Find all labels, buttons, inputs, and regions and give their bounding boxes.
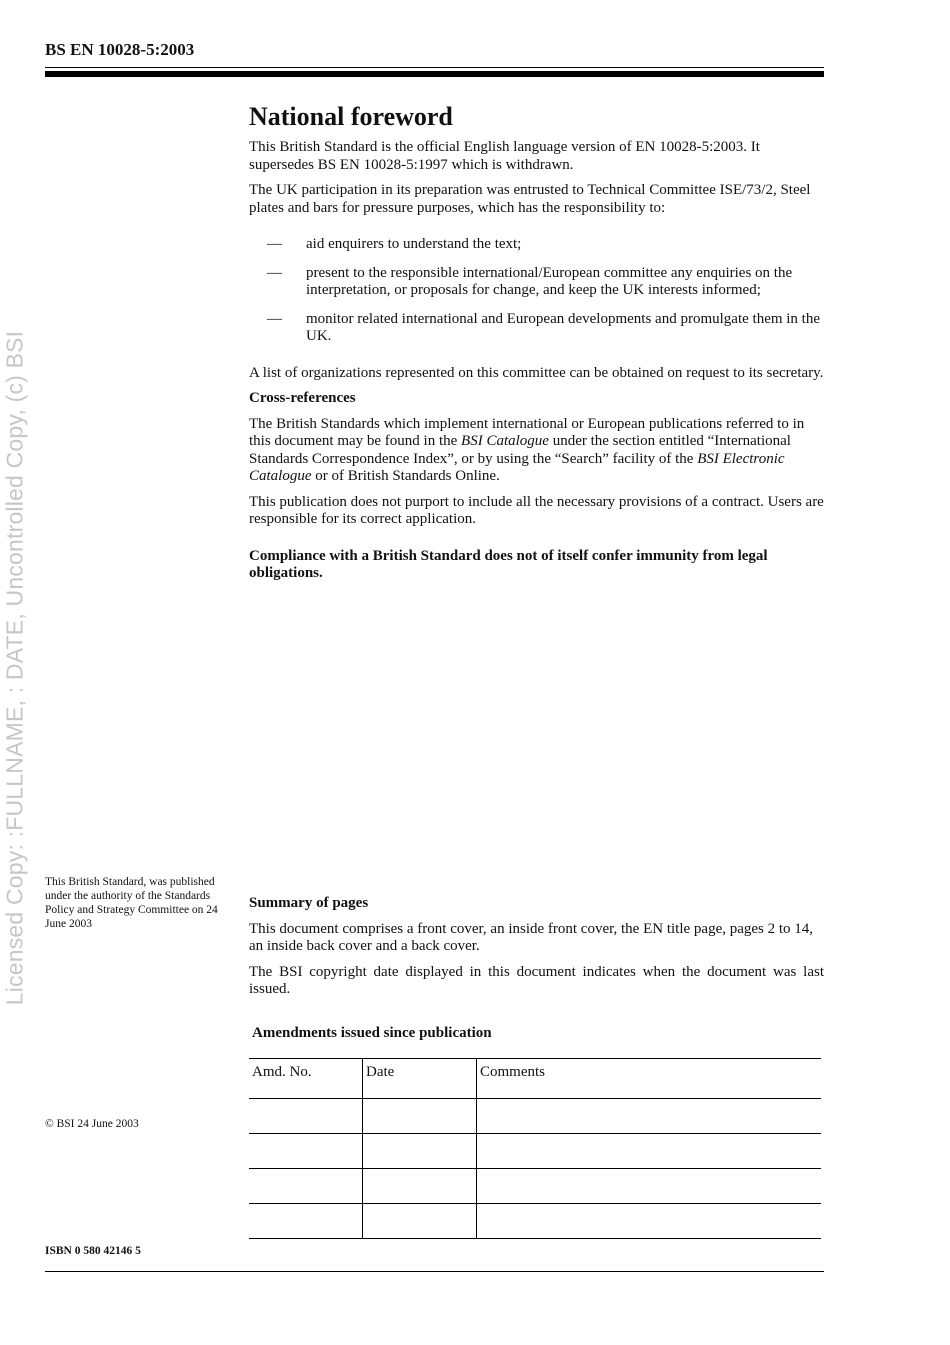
amendments-title: Amendments issued since publication <box>252 1025 492 1041</box>
foreword-paragraph-3: A list of organizations represented on this committee can be obtained on request to its secretary. <box>249 364 824 381</box>
national-foreword <box>249 101 824 591</box>
table-cell <box>477 1169 822 1204</box>
column-header-date: Date <box>363 1059 477 1099</box>
list-item-text: aid enquirers to understand the text; <box>306 236 522 252</box>
table-row <box>249 1134 821 1169</box>
cross-references-paragraph <box>249 416 824 486</box>
footer-rule <box>45 1271 824 1272</box>
foreword-paragraph-4: This publication does not purport to include all the necessary provisions of a contract. Users are responsible for its correct application. <box>249 493 824 527</box>
table-row <box>249 1099 821 1134</box>
cross-ref-text-1: The British Standards which implement international or European publications referred to in this document may be found in the <box>249 415 805 449</box>
column-header-comments: Comments <box>477 1059 822 1099</box>
isbn: ISBN 0 580 42146 5 <box>45 1245 141 1257</box>
foreword-paragraph-1: This British Standard is the official English language version of EN 10028-5:2003. It supersedes BS EN 10028-5:1997 which is withdrawn. <box>249 139 760 173</box>
cross-ref-text-3: or of British Standards Online. <box>311 468 500 484</box>
table-header-row <box>249 1059 821 1099</box>
cross-references-heading: Cross-references <box>249 390 356 406</box>
header-rule-thick <box>45 71 824 77</box>
foreword-paragraph-2: The UK participation in its preparation was entrusted to Technical Committee ISE/73/2, Steel plates and bars for pressure purposes, which has the responsibility to: <box>249 182 811 216</box>
table-cell <box>363 1169 477 1204</box>
table-row <box>249 1204 821 1239</box>
bsi-electronic-catalogue-title: BSI Electronic Catalogue <box>249 450 785 484</box>
column-header-amd-no: Amd. No. <box>249 1059 363 1099</box>
table-cell <box>249 1134 363 1169</box>
list-item <box>249 265 824 300</box>
table-cell <box>249 1099 363 1134</box>
bsi-catalogue-title: BSI Catalogue <box>461 433 549 449</box>
bullet-dash: — <box>267 236 282 252</box>
table-cell <box>363 1204 477 1239</box>
header-rule-thin <box>45 67 824 68</box>
amendments-table <box>249 1058 821 1239</box>
bullet-dash: — <box>267 264 282 281</box>
summary-heading: Summary of pages <box>249 895 369 911</box>
list-item <box>249 311 824 346</box>
table-cell <box>477 1134 822 1169</box>
document-code: BS EN 10028-5:2003 <box>45 40 195 59</box>
table-row <box>249 1169 821 1204</box>
list-item-text: monitor related international and European developments and promulgate them in the UK. <box>306 310 821 344</box>
compliance-statement: Compliance with a British Standard does not of itself confer immunity from legal obligations. <box>249 547 768 581</box>
table-cell <box>249 1169 363 1204</box>
summary-paragraph-2: The BSI copyright date displayed in this document indicates when the document was last issued. <box>249 963 824 997</box>
list-item <box>249 236 824 254</box>
bullet-dash: — <box>267 310 282 327</box>
copyright-notice: © BSI 24 June 2003 <box>45 1118 139 1130</box>
summary-paragraph-1: This document comprises a front cover, an inside front cover, the EN title page, pages 2 to 14, an inside back cover and a back cover. <box>249 920 814 954</box>
table-cell <box>477 1099 822 1134</box>
summary-of-pages <box>249 895 824 1007</box>
table-cell <box>477 1204 822 1239</box>
page-title: National foreword <box>249 102 453 131</box>
list-item-text: present to the responsible international/European committee any enquiries on the interpretation, or proposals for change, and keep the UK interests informed; <box>306 264 793 298</box>
cross-ref-text-2: under the section entitled “International Standards Correspondence Index”, or by using the “Search” facility of the <box>249 433 791 467</box>
table-cell <box>249 1204 363 1239</box>
watermark-text: Licensed Copy: :FULLNAME, : DATE, Uncontrolled Copy, (c) BSI <box>1 330 28 1006</box>
table-cell <box>363 1099 477 1134</box>
table-cell <box>363 1134 477 1169</box>
publication-authority-note: This British Standard, was published under the authority of the Standards Policy and Strategy Committee on 24 June 2003 <box>45 876 218 930</box>
